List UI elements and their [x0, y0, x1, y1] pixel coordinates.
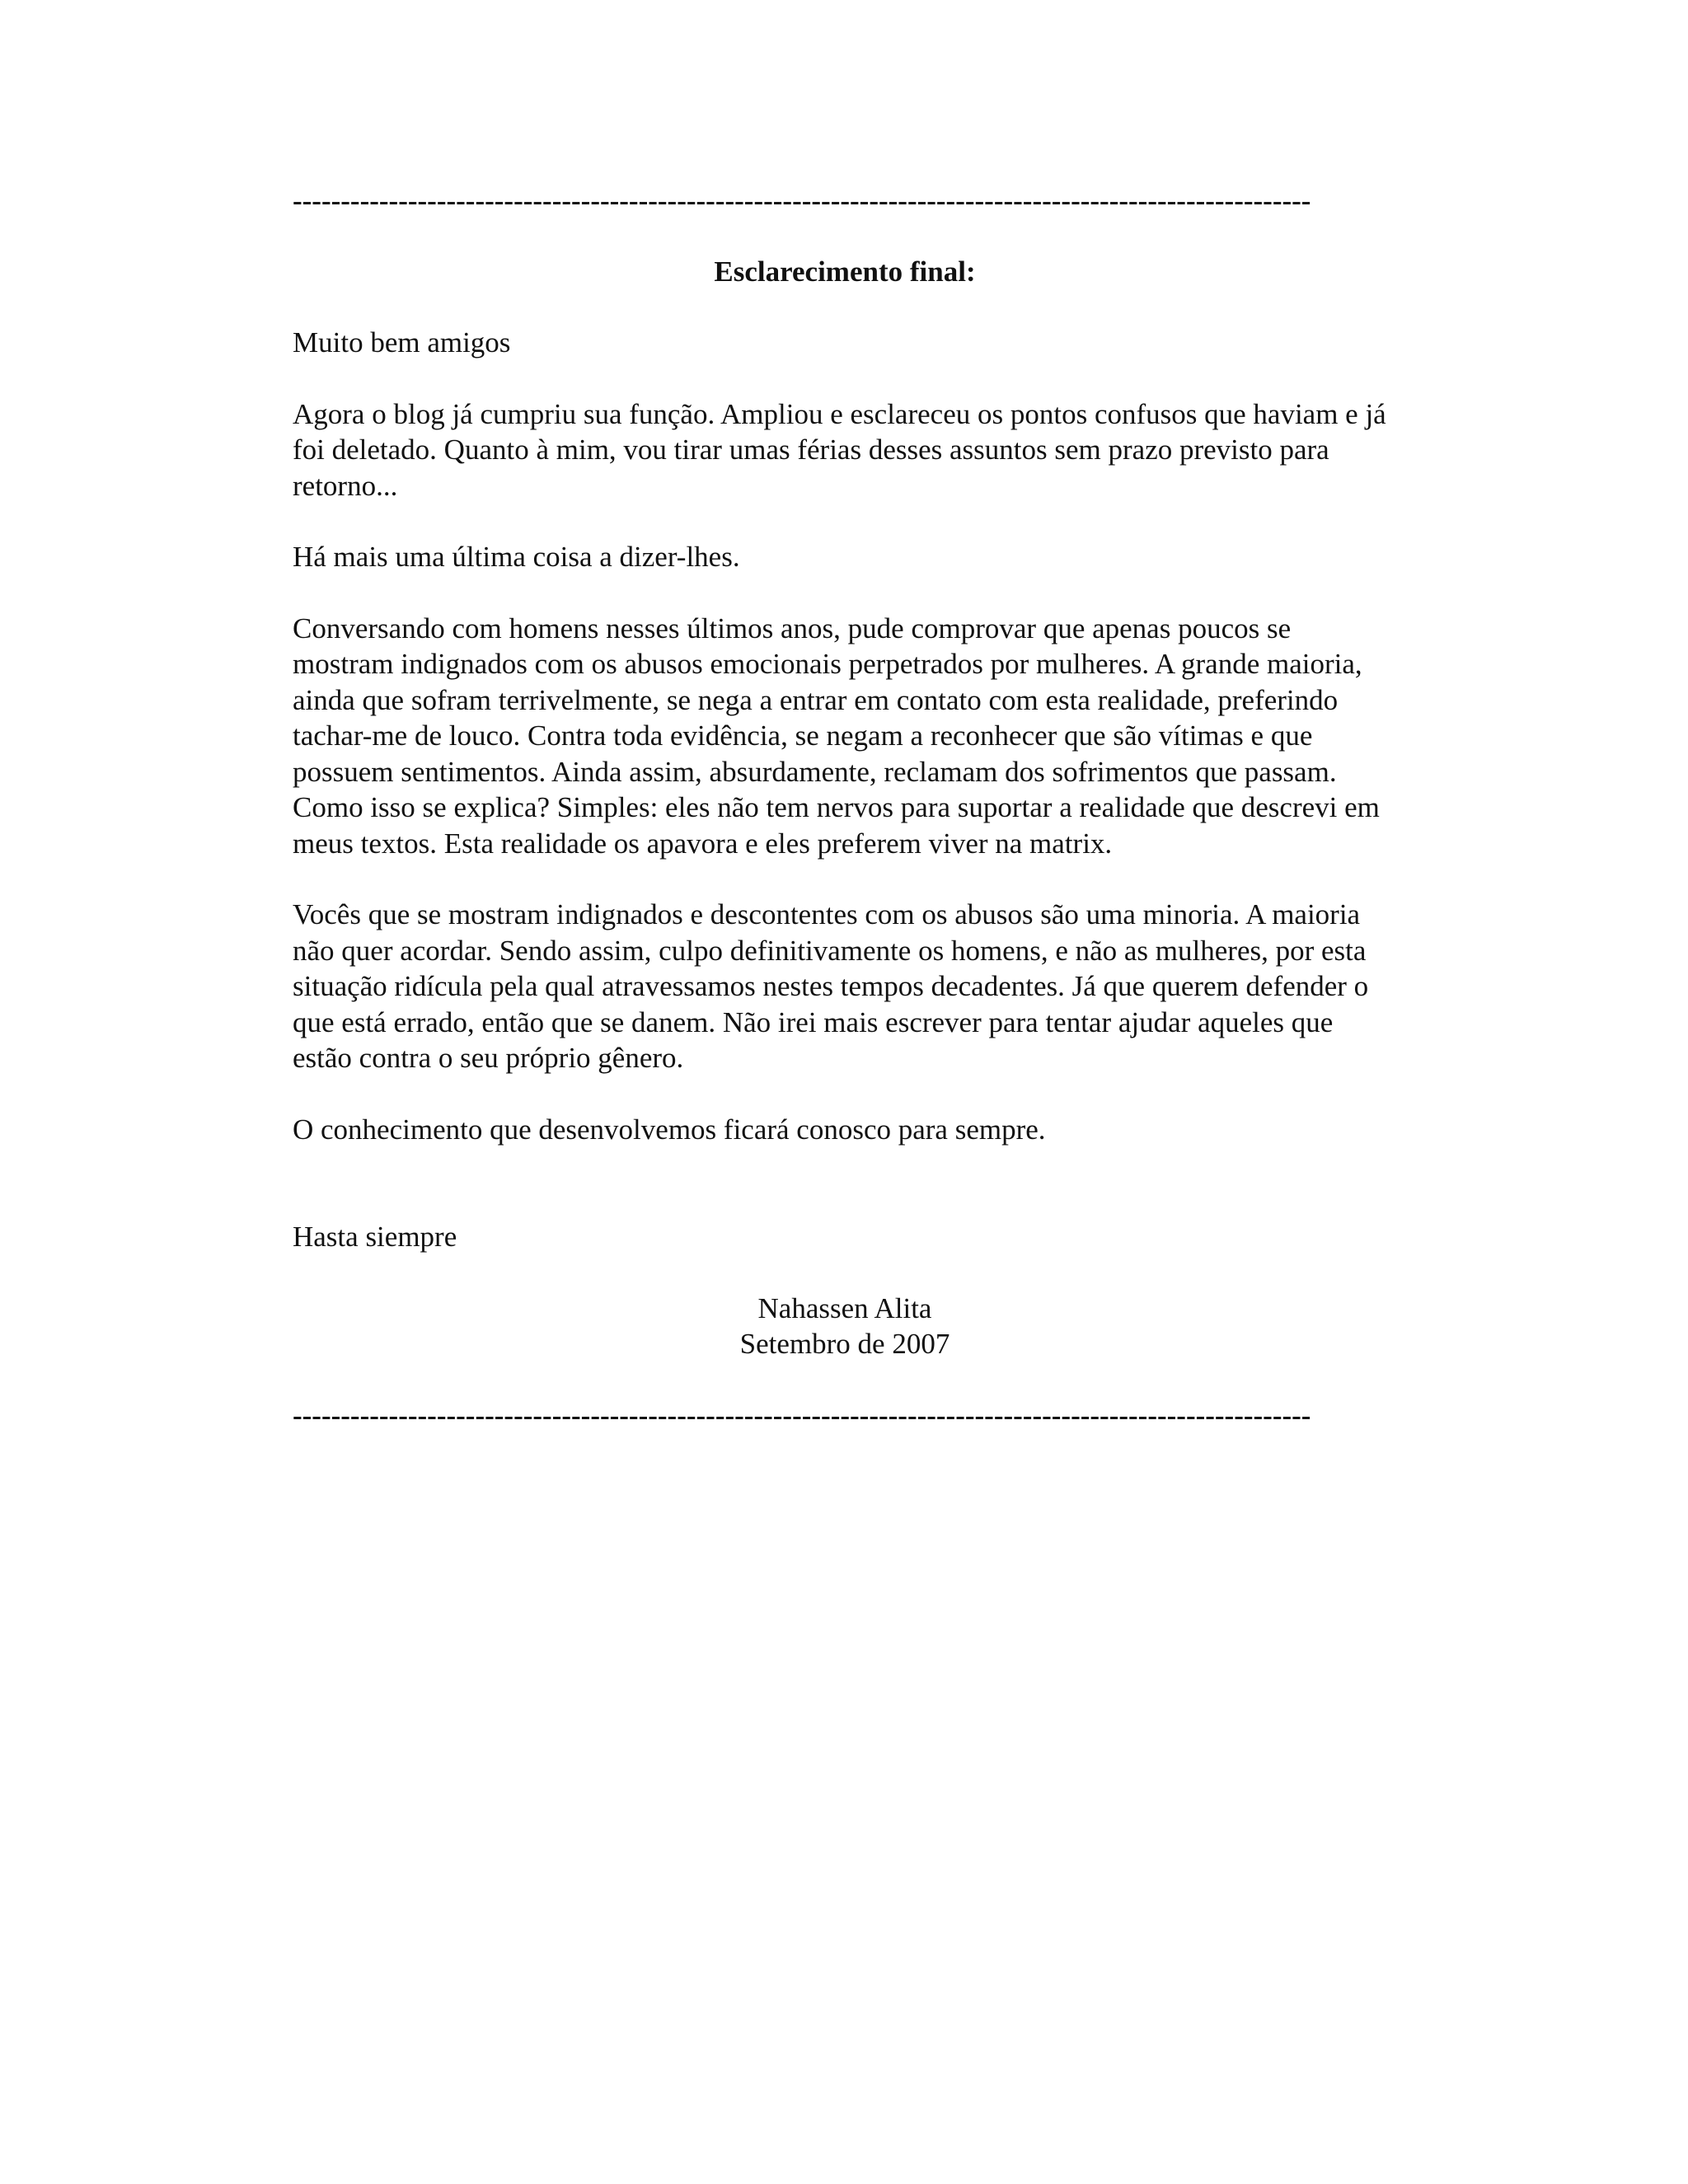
paragraph-5: O conhecimento que desenvolvemos ficará conosco para sempre.: [293, 1113, 1046, 1146]
author-name: Nahassen Alita: [757, 1291, 932, 1324]
greeting: Muito bem amigos: [293, 326, 511, 359]
paragraph-1: Agora o blog já cumpriu sua função. Ampliou e esclareceu os pontos confusos que haviam e já foi deletado. Quanto à mim, vou tirar umas férias desses assuntos sem prazo previsto para retorno...: [293, 397, 1386, 502]
letter-date: Setembro de 2007: [739, 1328, 950, 1360]
letter-heading: Esclarecimento final:: [714, 255, 976, 288]
top-dash-rule: ----------------------------------------------------------------------------------------------------------: [293, 185, 1311, 217]
letter-body: [293, 183, 1397, 1433]
bottom-dash-rule: ----------------------------------------------------------------------------------------------------------: [293, 1399, 1311, 1432]
paragraph-4: Vocês que se mostram indignados e descontentes com os abusos são uma minoria. A maioria não quer acordar. Sendo assim, culpo definitivamente os homens, e não as mulheres, por esta situação ridícula pela qual atravessamos nestes tempos decadentes. Já que querem defender o que está errado, então que se danem. Não irei mais escrever para tentar ajudar aqueles que estão contra o seu próprio gênero.: [293, 898, 1369, 1074]
closing: Hasta siempre: [293, 1221, 457, 1253]
paragraph-3: Conversando com homens nesses últimos anos, pude comprovar que apenas poucos se mostram indignados com os abusos emocionais perpetrados por mulheres. A grande maioria, ainda que sofram terrivelmente, se nega a entrar em contato com esta realidade, preferindo tachar-me de louco. Contra toda evidência, se negam a reconhecer que são vítimas e que possuem sentimentos. Ainda assim, absurdamente, reclamam dos sofrimentos que passam. Como isso se explica? Simples: eles não tem nervos para suportar a realidade que descrevi em meus textos. Esta realidade os apavora e eles preferem viver na matrix.: [293, 612, 1380, 860]
paragraph-2: Há mais uma última coisa a dizer-lhes.: [293, 541, 740, 573]
